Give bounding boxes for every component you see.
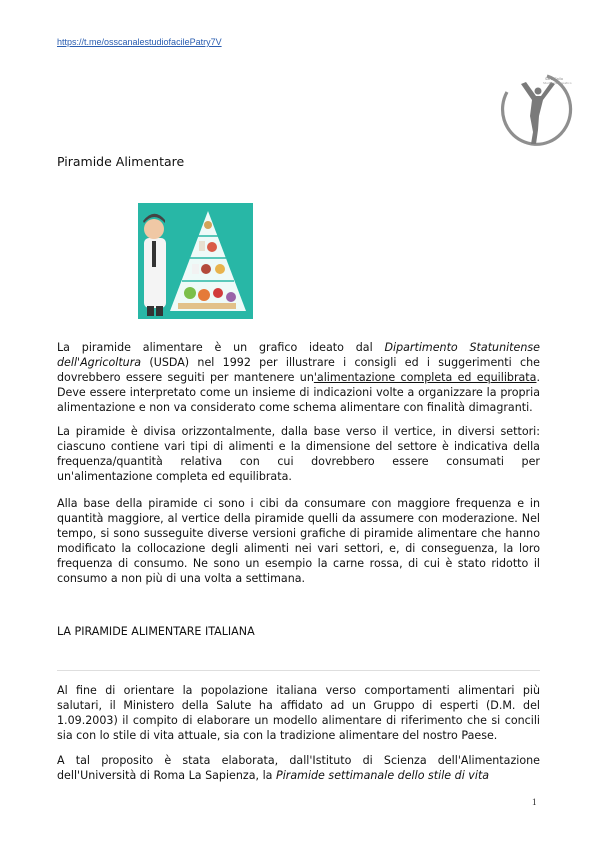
section-divider	[57, 670, 540, 671]
logo-name: Sara Gallo	[545, 77, 564, 81]
pyramid-base-paragraph: Alla base della piramide ci sono i cibi da consumare con maggiore frequenza e in quantità maggiore, al vertice della piramide quelli da assumere con moderazione. Nel tempo, si sono susseguite diverse versioni grafiche di piramide alimentare che hanno modificato la collocazione degli alimenti nei vari settori, e, di conseguenza, la loro frequenza di consumo. Ne sono un esempio la carne rossa, di cui è stato ridotto il consumo a non più di una volta a settimana.	[57, 497, 540, 586]
section-title: LA PIRAMIDE ALIMENTARE ITALIANA	[57, 625, 255, 638]
logo-tagline: Studio Osteopatico	[543, 81, 572, 85]
telegram-link[interactable]: https://t.me/osscanalestudiofacilePatry7V	[57, 37, 222, 47]
sapienza-paragraph: A tal proposito è stata elaborata, dall'Istituto di Scienza dell'Alimentazione dell'Università di Roma La Sapienza, la Piramide settimanale dello stile di vita	[57, 754, 540, 783]
food-pyramid-illustration	[138, 203, 253, 319]
page-title: Piramide Alimentare	[57, 154, 185, 169]
pyramid-structure-paragraph: La piramide è divisa orizzontalmente, dalla base verso il vertice, in diversi settori: ciascuno contiene vari tipi di alimenti e la dimensione del settore è indicativa della frequenza/quantità relativa con cui dovrebbero essere consumati per un'alimentazione completa ed equilibrata.	[57, 425, 540, 484]
studio-logo	[499, 70, 573, 148]
ministry-paragraph: Al fine di orientare la popolazione italiana verso comportamenti alimentari più salutari, il Ministero della Salute ha affidato ad un Gruppo di esperti (D.M. del 1.09.2003) il compito di elaborare un modello alimentare di riferimento che si concili sia con lo stile di vita attuale, sia con la tradizione alimentare del nostro Paese.	[57, 684, 540, 743]
page-number: 1	[532, 797, 537, 807]
intro-paragraph: La piramide alimentare è un grafico ideato dal Dipartimento Statunitense dell'Agricoltura (USDA) nel 1992 per illustrare i consigli ed i suggerimenti che dovrebbero essere seguiti per mantenere un'alimentazione completa ed equilibrata. Deve essere interpretato come un insieme di indicazioni volte a organizzare la propria alimentazione e non va considerato come schema alimentare con finalità dimagranti.	[57, 341, 540, 415]
